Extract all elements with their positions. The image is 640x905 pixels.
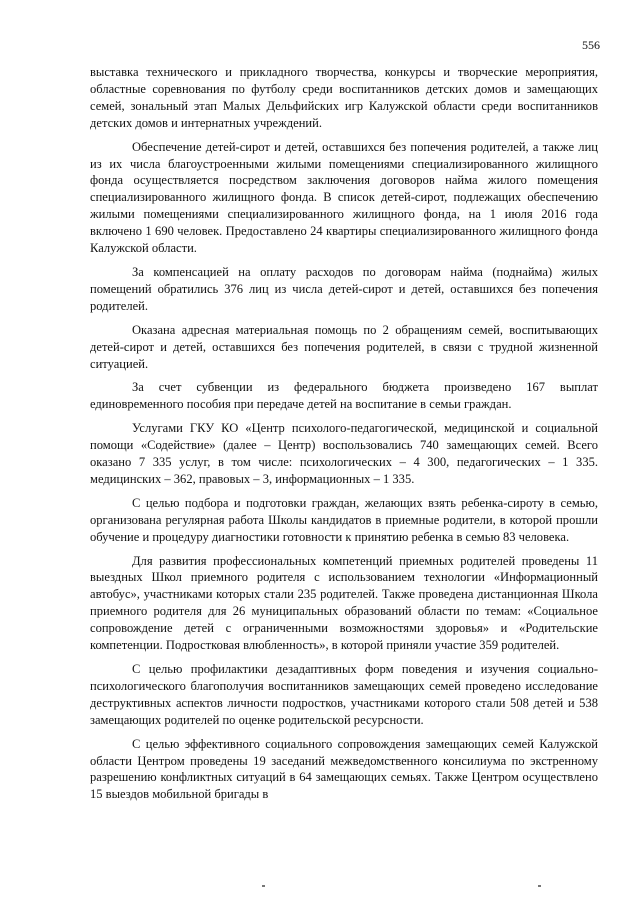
paragraph-7: С целью подбора и подготовки граждан, желающих взять ребенка-сироту в семью, организована регулярная работа Школы кандидатов в приемные родители, в которой прошли обучение и процедуру диагностики готовности к принятию ребенка в семью 83 человека.	[90, 495, 598, 544]
paragraph-5: За счет субвенции из федерального бюджета произведено 167 выплат единовременного пособия при передаче детей на воспитание в семьи граждан.	[90, 380, 598, 412]
page-number: 556	[582, 38, 600, 52]
paragraph-2: Обеспечение детей-сирот и детей, оставшихся без попечения родителей, а также лиц из их числа благоустроенными жилыми помещениями специализированного жилищного фонда осуществляется посредством заключения договоров найма жилого помещения специализированного жилищного фонда. В список детей-сирот, подлежащих обеспечению жилыми помещениями специализированного жилищного фонда, на 1 июля 2016 года включено 1 690 человек. Предоставлено 24 квартиры специализированного жилищного фонда Калужской области.	[90, 139, 598, 256]
paragraph-4: Оказана адресная материальная помощь по 2 обращениям семей, воспитывающих детей-сирот и детей, оставшихся без попечения родителей, в связи с трудной жизненной ситуацией.	[90, 322, 598, 371]
paragraph-9: С целью профилактики дезадаптивных форм поведения и изучения социально-психологического благополучия воспитанников замещающих семей проведено исследование деструктивных аспектов личности подростков, участниками которого стали 508 детей и 538 замещающих родителей по оценке родительской ресурсности.	[90, 662, 598, 727]
paragraph-3: За компенсацией на оплату расходов по договорам найма (поднайма) жилых помещений обратились 376 лиц из числа детей-сирот и детей, оставшихся без попечения родителей.	[90, 264, 598, 313]
scan-mark-right	[538, 885, 541, 887]
paragraph-6: Услугами ГКУ КО «Центр психолого-педагогической, медицинской и социальной помощи «Содействие» (далее – Центр) воспользовались 740 замещающих семей. Всего оказано 7 335 услуг, в том числе: психологических – 4 300, педагогических – 1 335. медицинских – 362, правовых – 3, информационных – 1 335.	[90, 421, 598, 486]
paragraph-10: С целью эффективного социального сопровождения замещающих семей Калужской области Центром проведены 19 заседаний межведомственного консилиума по экстренному разрешению конфликтных ситуаций в 64 замещающих семьях. Также Центром осуществлено 15 выездов мобильной бригады в	[90, 736, 598, 802]
paragraph-1: выставка технического и прикладного творчества, конкурсы и творческие мероприятия, областные соревнования по футболу среди воспитанников детских домов и замещающих семей, зональный этап Малых Дельфийских игр Калужской области среди воспитанников детских домов и интернатных учреждений.	[90, 65, 598, 130]
paragraph-8: Для развития профессиональных компетенций приемных родителей проведены 11 выездных Школ приемного родителя с использованием технологии «Информационный автобус», участниками которых стали 235 родителей. Также проведена дистанционная Школа приемного родителя для 26 муниципальных образований области по темам: «Социальное сопровождение детей с ограниченными возможностями здоровья» и «Родительские компетенции. Подростковая влюбленность», в которой приняли участие 359 родителей.	[90, 553, 598, 653]
scan-mark-left	[262, 885, 265, 887]
